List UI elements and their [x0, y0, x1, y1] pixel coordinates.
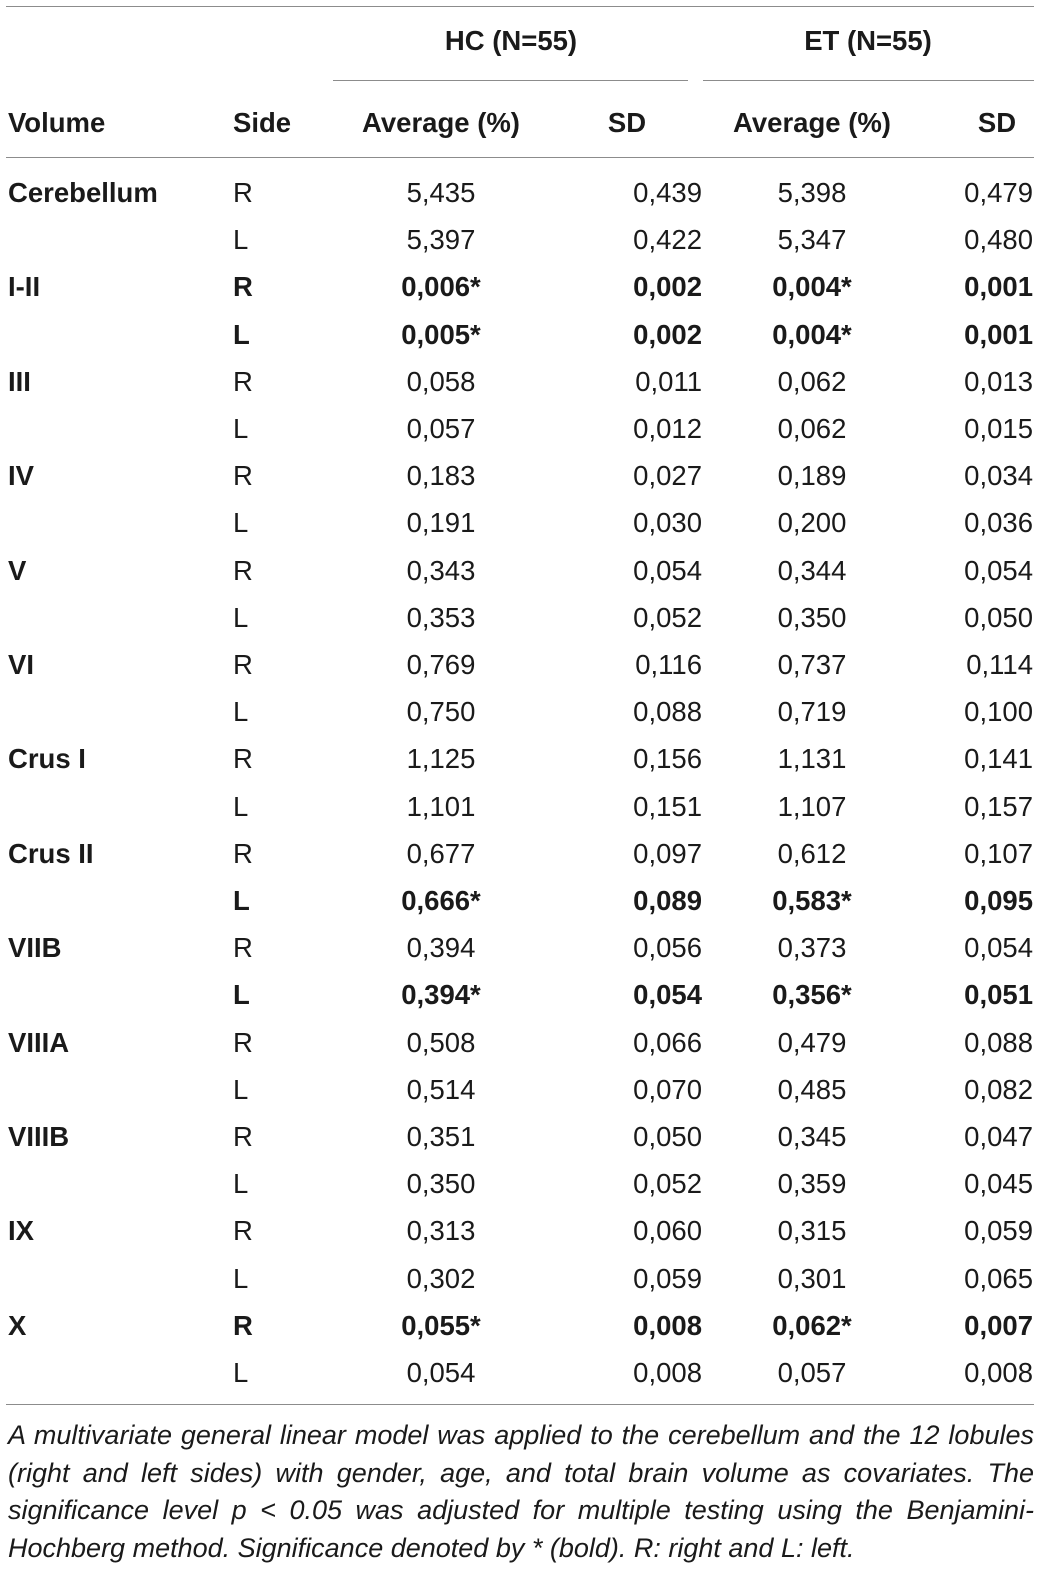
side-cell: R [233, 1309, 253, 1341]
hc-average-cell: 0,054 [406, 1357, 476, 1388]
hc-sd-cell: 0,088 [633, 696, 702, 728]
et-average-cell: 0,373 [777, 932, 847, 964]
et-sd-cell: 0,141 [964, 743, 1033, 775]
side-cell: L [233, 1168, 249, 1200]
hc-sd-cell: 0,097 [633, 837, 702, 869]
col-header-et-sd: SD [977, 107, 1017, 138]
hc-average-cell: 0,750 [406, 696, 476, 728]
volume-cell: VIIIA [8, 1026, 70, 1058]
table-footnote: A multivariate general linear model was applied to the cerebellum and the 12 lobules (right and left sides) with gender, age, and total brain volume as covariates. The significance level p < 0.05 was adjusted for multiple testing using the Benjamini-Hochberg method. Significance denoted by * (bold). R: right and L: left. [8, 1420, 1034, 1563]
hc-average-cell: 0,191 [406, 507, 476, 539]
side-cell: R [233, 554, 253, 586]
group-header-et: ET (N=55) [804, 25, 932, 56]
volume-cell: VI [8, 649, 34, 680]
volume-cell: V [8, 554, 27, 586]
col-header-hc-sd: SD [607, 107, 647, 138]
hc-sd-cell: 0,050 [633, 1121, 702, 1152]
hc-sd-cell: 0,089 [633, 885, 702, 916]
hc-sd-cell: 0,002 [633, 271, 702, 303]
side-cell: L [233, 1357, 249, 1388]
side-cell: L [233, 224, 249, 256]
et-average-cell: 0,356* [772, 979, 852, 1011]
et-sd-cell: 0,001 [964, 271, 1033, 303]
bottom-rule [6, 1404, 1034, 1405]
side-cell: R [233, 1215, 253, 1247]
hc-sd-cell: 0,156 [633, 743, 702, 775]
et-average-cell: 0,004* [772, 271, 852, 303]
et-average-cell: 0,057 [777, 1357, 847, 1388]
et-sd-cell: 0,059 [964, 1215, 1033, 1247]
hc-average-cell: 0,005* [401, 318, 481, 350]
et-sd-cell: 0,480 [964, 224, 1033, 256]
et-sd-cell: 0,054 [964, 932, 1033, 964]
et-average-cell: 0,315 [777, 1215, 847, 1247]
hc-average-cell: 0,313 [406, 1215, 476, 1247]
header-rule [6, 157, 1034, 158]
volume-cell: Crus II [8, 837, 94, 869]
side-cell: R [233, 837, 253, 869]
hc-average-cell: 5,397 [406, 224, 476, 256]
side-cell: L [233, 507, 249, 539]
et-sd-cell: 0,082 [964, 1073, 1033, 1105]
et-average-cell: 0,737 [777, 649, 847, 680]
et-average-cell: 5,398 [777, 177, 847, 208]
hc-average-cell: 0,508 [406, 1026, 476, 1058]
volume-cell: IV [8, 460, 34, 492]
hc-average-cell: 0,351 [406, 1121, 476, 1152]
volume-cell: IX [8, 1215, 34, 1247]
hc-sd-cell: 0,422 [633, 224, 702, 256]
hc-average-cell: 0,058 [406, 365, 476, 397]
et-sd-cell: 0,065 [964, 1262, 1033, 1294]
side-cell: L [233, 601, 249, 633]
et-average-cell: 0,200 [777, 507, 847, 539]
hc-average-cell: 0,055* [401, 1309, 481, 1341]
hc-average-cell: 1,125 [406, 743, 476, 775]
et-sd-cell: 0,007 [964, 1309, 1033, 1341]
et-sd-cell: 0,047 [964, 1121, 1033, 1152]
hc-average-cell: 0,677 [406, 837, 476, 869]
side-cell: R [233, 460, 253, 492]
et-average-cell: 1,131 [777, 743, 847, 775]
et-average-cell: 0,350 [777, 601, 847, 633]
et-average-cell: 0,612 [777, 837, 847, 869]
et-average-cell: 0,344 [777, 554, 847, 586]
hc-average-cell: 0,394 [406, 932, 476, 964]
et-average-cell: 1,107 [777, 790, 847, 822]
col-header-volume: Volume [8, 107, 106, 138]
et-sd-cell: 0,015 [964, 413, 1033, 444]
hc-average-cell: 0,343 [406, 554, 476, 586]
hc-sd-cell: 0,056 [633, 932, 702, 964]
hc-sd-cell: 0,011 [635, 365, 702, 397]
side-cell: L [233, 696, 249, 728]
et-average-cell: 0,719 [777, 696, 847, 728]
et-average-cell: 5,347 [777, 224, 847, 256]
et-average-cell: 0,062 [777, 365, 847, 397]
hc-sd-cell: 0,054 [633, 979, 702, 1011]
et-sd-cell: 0,045 [964, 1168, 1033, 1200]
hc-average-cell: 0,006* [401, 271, 481, 303]
hc-average-cell: 0,057 [406, 413, 476, 444]
et-average-cell: 0,479 [777, 1026, 847, 1058]
volume-cell: Crus I [8, 743, 86, 775]
et-average-cell: 0,062* [772, 1309, 852, 1341]
col-header-hc-average: Average (%) [362, 107, 520, 138]
et-average-cell: 0,485 [777, 1073, 847, 1105]
hc-average-cell: 0,183 [406, 460, 476, 492]
side-cell: L [233, 790, 249, 822]
et-sd-cell: 0,100 [964, 696, 1033, 728]
et-sd-cell: 0,034 [964, 460, 1033, 492]
hc-sd-cell: 0,060 [633, 1215, 702, 1247]
et-average-cell: 0,583* [772, 885, 852, 916]
et-average-cell: 0,004* [772, 318, 852, 350]
side-cell: L [233, 1073, 249, 1105]
top-rule [6, 6, 1034, 7]
group-rule-hc [333, 80, 688, 81]
hc-sd-cell: 0,059 [633, 1262, 702, 1294]
side-cell: R [233, 1026, 253, 1058]
col-header-et-average: Average (%) [733, 107, 891, 138]
et-average-cell: 0,301 [777, 1262, 847, 1294]
hc-average-cell: 0,302 [406, 1262, 476, 1294]
volume-cell: Cerebellum [8, 177, 158, 208]
side-cell: R [233, 1121, 253, 1152]
hc-sd-cell: 0,002 [633, 318, 702, 350]
side-cell: R [233, 649, 253, 680]
hc-average-cell: 0,353 [406, 601, 476, 633]
et-sd-cell: 0,013 [964, 365, 1033, 397]
et-sd-cell: 0,036 [964, 507, 1033, 539]
et-average-cell: 0,189 [777, 460, 847, 492]
side-cell: R [233, 271, 253, 303]
et-sd-cell: 0,054 [964, 554, 1033, 586]
hc-sd-cell: 0,066 [633, 1026, 702, 1058]
et-average-cell: 0,345 [777, 1121, 847, 1152]
hc-sd-cell: 0,008 [633, 1309, 702, 1341]
hc-sd-cell: 0,008 [633, 1357, 702, 1388]
hc-average-cell: 0,769 [406, 649, 476, 680]
hc-average-cell: 0,666* [401, 885, 481, 916]
hc-average-cell: 0,514 [406, 1073, 476, 1105]
side-cell: L [233, 413, 249, 444]
hc-sd-cell: 0,052 [633, 1168, 702, 1200]
volume-cell: III [8, 365, 31, 397]
volume-cell: VIIB [8, 932, 62, 964]
et-sd-cell: 0,107 [964, 837, 1033, 869]
volume-cell: VIIIB [8, 1121, 70, 1152]
hc-sd-cell: 0,151 [633, 790, 702, 822]
volume-cell: X [8, 1309, 27, 1341]
col-header-side: Side [233, 107, 292, 138]
et-average-cell: 0,359 [777, 1168, 847, 1200]
et-sd-cell: 0,095 [964, 885, 1033, 916]
side-cell: R [233, 177, 253, 208]
hc-sd-cell: 0,030 [633, 507, 702, 539]
group-header-hc: HC (N=55) [444, 25, 578, 56]
side-cell: L [233, 979, 250, 1011]
hc-sd-cell: 0,052 [633, 601, 702, 633]
et-sd-cell: 0,157 [964, 790, 1033, 822]
hc-sd-cell: 0,439 [633, 177, 702, 208]
hc-average-cell: 0,350 [406, 1168, 476, 1200]
side-cell: L [233, 1262, 249, 1294]
et-sd-cell: 0,114 [966, 649, 1033, 680]
hc-sd-cell: 0,116 [635, 649, 702, 680]
hc-sd-cell: 0,012 [633, 413, 702, 444]
side-cell: L [233, 885, 250, 916]
et-sd-cell: 0,479 [964, 177, 1033, 208]
et-average-cell: 0,062 [777, 413, 847, 444]
hc-average-cell: 5,435 [406, 177, 476, 208]
side-cell: R [233, 743, 253, 775]
et-sd-cell: 0,050 [964, 601, 1033, 633]
side-cell: L [233, 318, 250, 350]
side-cell: R [233, 365, 253, 397]
hc-average-cell: 1,101 [406, 790, 476, 822]
volume-cell: I-II [8, 271, 41, 303]
hc-sd-cell: 0,054 [633, 554, 702, 586]
hc-sd-cell: 0,027 [633, 460, 702, 492]
group-rule-et [703, 80, 1034, 81]
side-cell: R [233, 932, 253, 964]
et-sd-cell: 0,088 [964, 1026, 1033, 1058]
et-sd-cell: 0,051 [964, 979, 1033, 1011]
et-sd-cell: 0,001 [964, 318, 1033, 350]
et-sd-cell: 0,008 [964, 1357, 1033, 1388]
hc-sd-cell: 0,070 [633, 1073, 702, 1105]
hc-average-cell: 0,394* [401, 979, 481, 1011]
